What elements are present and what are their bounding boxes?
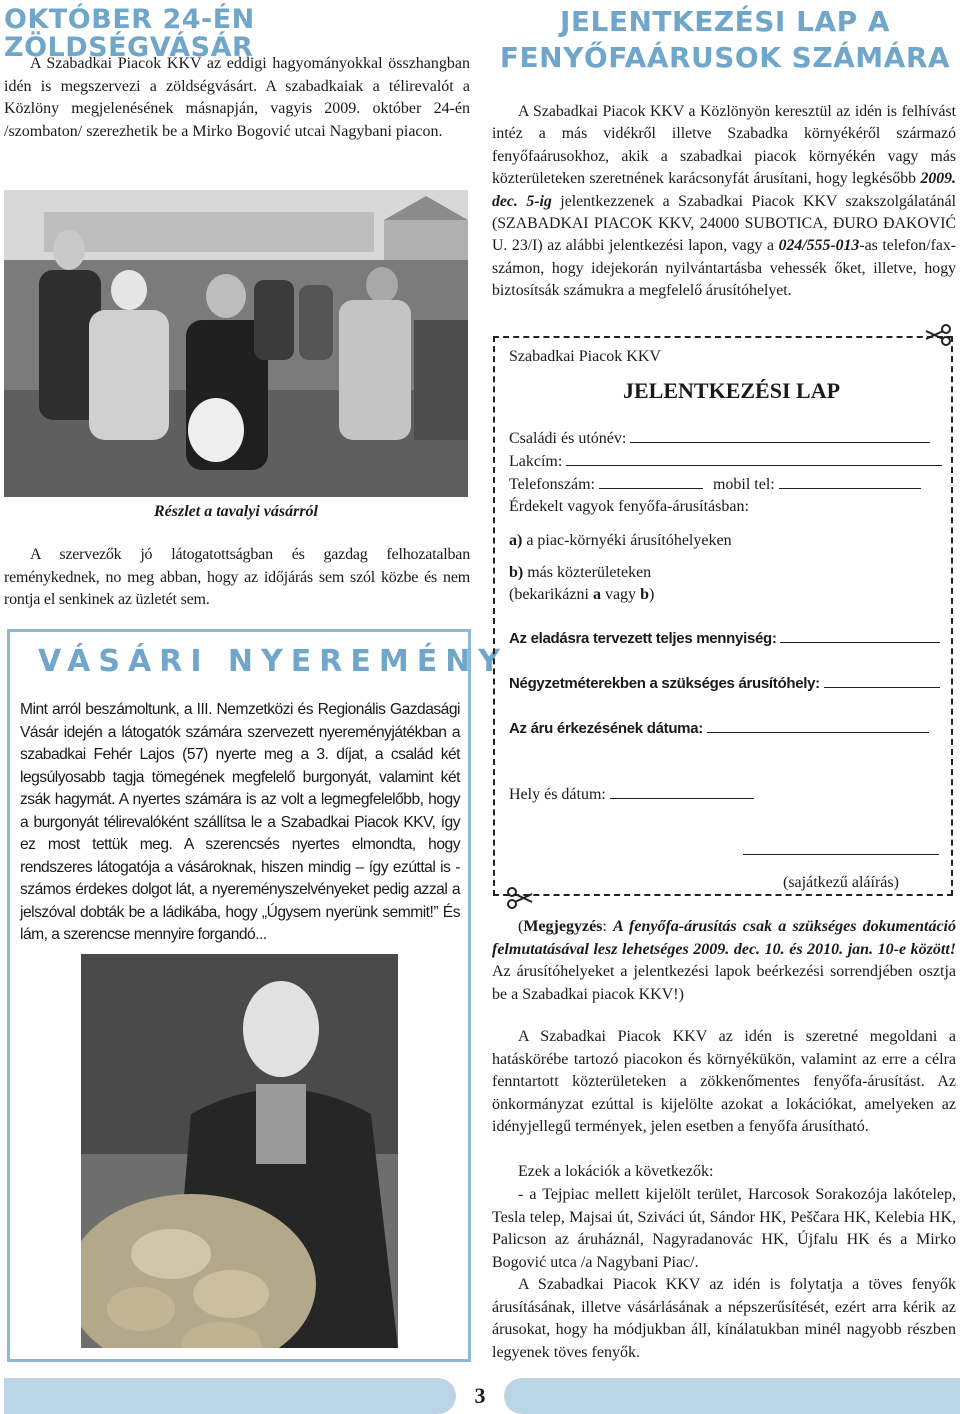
phone-label: Telefonszám: [509, 476, 595, 493]
right-para2: Ezek a lokációk a következők: [518, 1163, 714, 1180]
option-a-text: a piac-környéki árusítóhelyeken [522, 532, 732, 549]
page-number: 3 [474, 1383, 486, 1408]
right-intro [492, 101, 956, 303]
option-b-letter: b) [509, 564, 524, 581]
prize-text: Mint arról beszámoltunk, a III. Nemzetközi és Regionális Gazdasági Vásár idején a látogatók számára szervezett nyereményjátékban a szabadkai Fehér Lajos (57) nyerte meg a 3. díjat, a család két legsúlyosabb tagja tömegének megfelelő burgonyát, valamint két zsák hagymát. A nyertes számára is az volt a legmegfelelőbb, hogy a burgonyát télirevalóként szállítsa le a Szabadkai Piacok KKV, így ez most tettük meg. A szerencsés nyertes elmondta, hogy rendszeres látogatója a vásároknak, hiszen mindig – így ezúttal is - számos érdekes dolgot lát, a nyereményszelvényeket pedig azzal a jelszóval dobták be a ládikába, hogy „Úgysem nyerünk semmit!” És lám, a szerencse mennyire forgandó... [20, 701, 460, 943]
option-b[interactable] [509, 562, 651, 584]
market-photo [4, 190, 468, 497]
form-note: (Megjegyzés: A fenyőfa-árusítás csak a szükséges dokumentáció felmutatásával lesz lehetséges 2009. dec. 10. és 2010. jan. 10-e között! Az árusítóhelyeket a jelentkezési lapok beérkezési sorrendjében osztja be a Szabadkai piacok KKV!) [492, 918, 956, 1003]
signature-line[interactable] [743, 854, 939, 855]
scissors-icon [924, 323, 952, 352]
right-headline-line2: FENYŐFAÁRUSOK SZÁMÁRA [499, 41, 951, 74]
quantity-label: Az eladásra tervezett teljes mennyiség: [509, 630, 777, 647]
winner-photo [81, 954, 398, 1348]
intro-part2: jelentkezzenek a Szabadkai Piacok KKV szakszolgálatánál (SZABADKAI PIACOK KKV, 24000 SUBOTICA, ĐURO ĐAKOVIĆ U. 23/I) az alábbi jelentkezési lapon, vagy a [492, 192, 956, 255]
intro-phone: 024/555-013 [778, 237, 860, 255]
phone-field[interactable] [509, 474, 921, 496]
left-intro: A Szabadkai Piacok KKV az eddigi hagyományokkal összhangban idén is megszervezi a zöldségvásárt. A szabadkaiak a télirevalót a Közlöny megjelenésének másnapján, vagyis 2009. október 24-én /szombaton/ szerezhetik be a Mirko Bogović utcai Nagybani piacon. [4, 55, 470, 140]
right-para4: A Szabadkai Piacok KKV az idén is folytatja a töves fenyők árusításának, illetve vásárlásának a népszerűsítését, ezért arra kérik az árusokat, hogy ha módjukban áll, kínálatukban minél nagyobb részben legyenek töves fenyők. [492, 1276, 956, 1361]
option-a-letter: a) [509, 532, 523, 549]
arrival-label: Az áru érkezésének dátuma: [509, 720, 703, 737]
left-headline: OKTÓBER 24-ÉN ZÖLDSÉGVÁSÁR [4, 4, 255, 63]
interest-label: Érdekelt vagyok fenyőfa-árusításban: [509, 498, 749, 515]
left-after-photo: A szervezők jó látogatottságban és gazdag felhozatalban reménykednek, no meg abban, hogy az időjárás sem szól közbe és nem rontja el senkinek az üzletét sem. [4, 546, 470, 608]
scissors-icon-bottom [506, 886, 534, 915]
address-field[interactable] [509, 451, 942, 473]
footer-bar-right [504, 1378, 960, 1414]
form-org: Szabadkai Piacok KKV [509, 348, 661, 365]
name-field[interactable] [509, 428, 930, 450]
circle-instruction: (bekarikázni a vagy b) [509, 586, 655, 603]
photo-caption: Részlet a tavalyi vásárról [154, 503, 318, 520]
note-rest: Az árusítóhelyeket a jelentkezési lapok beérkezési sorrendjében osztja be a Szabadkai piacok KKV!) [492, 963, 956, 1003]
mobile-label: mobil tel: [712, 476, 775, 493]
note-emphasis: A fenyőfa-árusítás csak a szükséges dokumentáció felmutatásával lesz lehetséges 2009. dec. 10. és 2010. jan. 10-e között! [492, 918, 956, 958]
note-label: Megjegyzés [523, 918, 603, 935]
right-para3: - a Tejpiac mellett kijelölt terület, Harcosok Sorakozója lakótelep, Tesla telep, Majsai út, Sziváci út, Sándor HK, Peščara HK, Kelebia HK, Palicson az áruháznál, Nagyradanovác HK, Újfalu HK és a Mirko Bogović utca /a Nagybani Piac/. [492, 1186, 956, 1271]
arrival-field[interactable] [509, 718, 929, 740]
application-form [493, 336, 953, 896]
area-label: Négyzetméterekben a szükséges árusítóhely: [509, 675, 820, 692]
option-a[interactable] [509, 530, 732, 552]
signature-label: (sajátkezű aláírás) [783, 874, 899, 891]
right-para1: A Szabadkai Piacok KKV az idén is szeretné megoldani a hatáskörébe tartozó piacokon és környékükön, valamint az erre a célra fenntartott közterületeken a zökkenőmentes fenyőfa-árusítást. Az önkormányzat ezúttal is kijelölte azokat a lokációkat, amelyeken az idényjellegű termények, jelen esetben a fenyőfa árusítható. [492, 1028, 956, 1135]
market-photo-illustration [4, 190, 468, 497]
quantity-field[interactable] [509, 628, 940, 650]
winner-photo-illustration [81, 954, 398, 1348]
footer-bar-left [4, 1378, 456, 1414]
intro-part3: -as telefon/fax-számon, hogy idejekorán nyilvántartásba vehessék őket, illetve, hogy biztosítsák számukra a megfelelő árusítóhelyet. [492, 237, 956, 300]
right-headline-line1: JELENTKEZÉSI LAP A [559, 5, 891, 38]
intro-part1: A Szabadkai Piacok KKV a Közlönyön keresztül az idén is felhívást intéz a más vidékről illetve Szabadka környékéről származó fenyőfaárusokhoz, akik a szabadkai piacok környékén vagy más közterületeken szeretnének karácsonyfát árusítani, hogy legkésőbb [492, 103, 956, 188]
intro-deadline: 2009. dec. 5-ig [492, 170, 956, 210]
prize-title: VÁSÁRI NYEREMÉNY [38, 644, 509, 679]
prize-box [7, 629, 509, 1362]
area-field[interactable] [509, 673, 940, 695]
place-date-field[interactable] [509, 784, 754, 806]
option-b-text: más közterületeken [523, 564, 652, 581]
form-title: JELENTKEZÉSI LAP [623, 378, 841, 403]
name-label: Családi és utónév: [509, 430, 627, 447]
address-label: Lakcím: [509, 453, 563, 470]
place-date-label: Hely és dátum: [509, 786, 606, 803]
